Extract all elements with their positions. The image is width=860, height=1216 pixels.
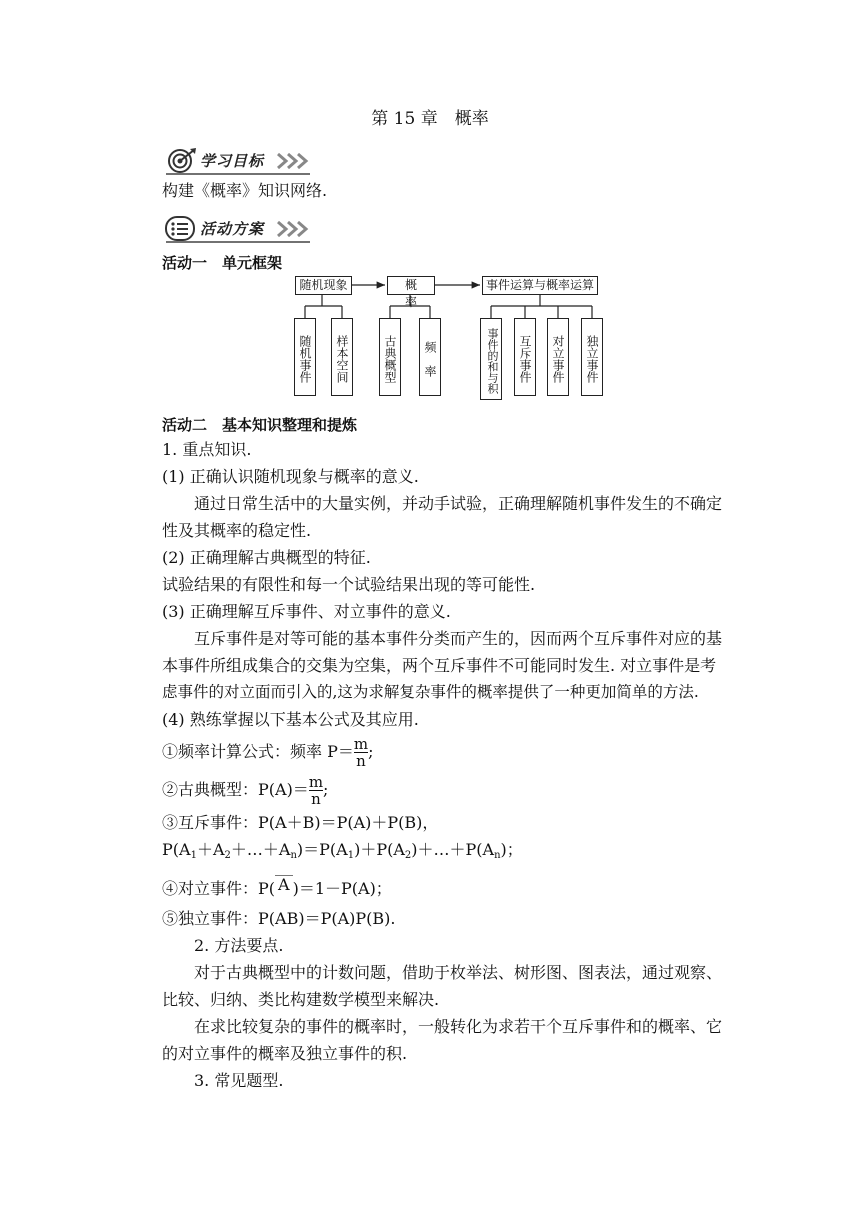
- text-line: 性及其概率的稳定性.: [162, 521, 312, 540]
- box-sum-product: 事件的和与积: [480, 318, 502, 400]
- text-line: 比较、归纳、类比构建数学模型来解决.: [162, 990, 440, 1009]
- formula-frequency: ①频率计算公式：频率 P＝ $\frac{m}{n}$ ;: [162, 735, 374, 770]
- text-line: 2. 方法要点.: [194, 936, 284, 955]
- text-line: 试验结果的有限性和每一个试验结果出现的等可能性.: [162, 575, 536, 594]
- text-line: (4) 熟练掌握以下基本公式及其应用.: [162, 710, 419, 729]
- learning-goals-banner: [160, 146, 318, 176]
- formula-mutually-exclusive: ③互斥事件：P(A＋B)＝P(A)＋P(B)，: [162, 813, 439, 832]
- text-line: 3. 常见题型.: [194, 1071, 284, 1090]
- text-line: 在求比较复杂的事件的概率时，一般转化为求若干个互斥事件和的概率、它: [194, 1017, 723, 1036]
- text-line: 虑事件的对立面而引入的,这为求解复杂事件的概率提供了一种更加简单的方法.: [162, 683, 699, 701]
- unit-framework-diagram: [290, 274, 610, 404]
- fraction-m-over-n: $\frac{m}{n}$: [308, 773, 324, 808]
- text-line: 的对立事件的概率及独立事件的积.: [162, 1044, 408, 1063]
- box-complementary: 对立事件: [547, 318, 569, 396]
- text-line: 通过日常生活中的大量实例，并动手试验，正确理解随机事件发生的不确定: [194, 494, 723, 513]
- formula-additivity: $P(A_1+A_2+\dots+A_n)=P(A_1)+P(A_2)+\dots+P(A_n)$；: [162, 840, 523, 861]
- box-sample-space: 样本空间: [331, 318, 353, 396]
- formula-independent: ⑤独立事件：P(AB)＝P(A)P(B).: [162, 909, 396, 928]
- formula-complementary: ④对立事件：P( A )＝1－P(A)；: [162, 875, 392, 898]
- activity1-title: 活动一 单元框架: [162, 254, 283, 272]
- text-line: 对于古典概型中的计数问题，借助于枚举法、树形图、图表法，通过观察、: [194, 963, 723, 982]
- activity2-title: 活动二 基本知识整理和提炼: [162, 416, 358, 434]
- fraction-m-over-n: $\frac{m}{n}$: [353, 735, 369, 770]
- text-line: (1) 正确认识随机现象与概率的意义.: [162, 467, 419, 486]
- text-line: 本事件所组成集合的交集为空集，两个互斥事件不可能同时发生. 对立事件是考: [162, 656, 717, 675]
- box-classical-model: 古典概型: [379, 318, 401, 396]
- box-event-operations: 事件运算与概率运算: [482, 276, 598, 295]
- goal-text: 构建《概率》知识网络.: [162, 181, 328, 200]
- chapter-title: 第 15 章 概率: [371, 109, 489, 129]
- text-line: (2) 正确理解古典概型的特征.: [162, 548, 371, 567]
- box-random-event: 随机事件: [294, 318, 316, 396]
- text-line: 1. 重点知识.: [162, 440, 252, 459]
- text-line: (3) 正确理解互斥事件、对立事件的意义.: [162, 602, 451, 621]
- complement-A: A: [275, 875, 293, 894]
- formula-classical: ②古典概型：P(A)＝ $\frac{m}{n}$ ;: [162, 773, 329, 808]
- activity-plan-title: 活动方案: [200, 220, 265, 238]
- box-probability: 概 率: [387, 276, 435, 295]
- activity-plan-banner: [160, 214, 318, 244]
- main-content: [162, 436, 734, 1094]
- box-frequency: 频 率: [419, 318, 441, 396]
- box-independent: 独立事件: [581, 318, 603, 396]
- learning-goals-title: 学习目标: [200, 152, 265, 170]
- box-random-phenomena: 随机现象: [295, 276, 352, 295]
- box-mutually-exclusive: 互斥事件: [514, 318, 536, 396]
- text-line: 互斥事件是对等可能的基本事件分类而产生的，因而两个互斥事件对应的基: [194, 629, 723, 648]
